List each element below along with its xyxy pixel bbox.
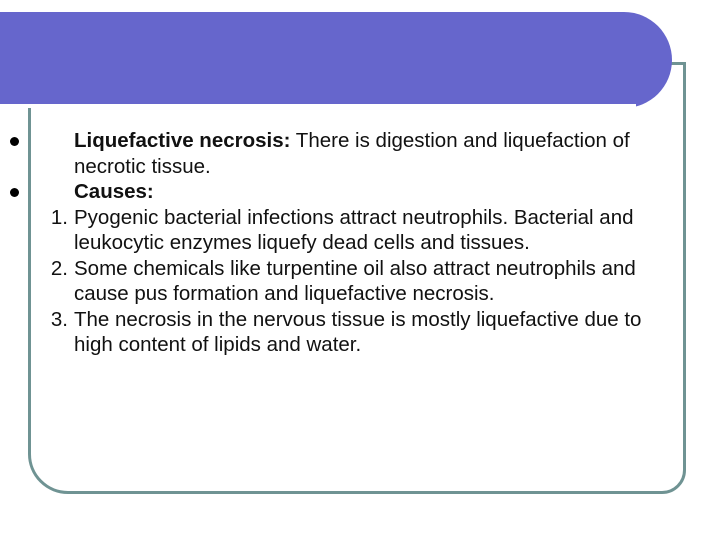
item-text: The necrosis in the nervous tissue is mostly liquefactive due to high content of lipids and water. [74,307,642,356]
bullet-item [10,128,690,179]
numbered-item [10,307,690,358]
bullet-label: Liquefactive necrosis: [74,129,291,152]
bullet-label: Causes: [74,180,154,203]
item-number: 3. [50,307,68,331]
bullet-text: There is digestion and liquefaction of necrotic tissue. [74,129,630,178]
numbered-item [10,256,690,307]
item-number: 2. [50,256,68,280]
title-underline [0,104,636,108]
bullet-icon [10,188,19,197]
bullet-icon [10,137,19,146]
bullet-item [10,179,690,205]
item-number: 1. [50,205,68,229]
title-bar [0,12,672,108]
slide-content [10,128,690,358]
numbered-item [10,205,690,256]
item-text: Pyogenic bacterial infections attract neutrophils. Bacterial and leukocytic enzymes liquefy dead cells and tissues. [74,205,634,254]
item-text: Some chemicals like turpentine oil also attract neutrophils and cause pus formation and liquefactive necrosis. [74,256,636,305]
